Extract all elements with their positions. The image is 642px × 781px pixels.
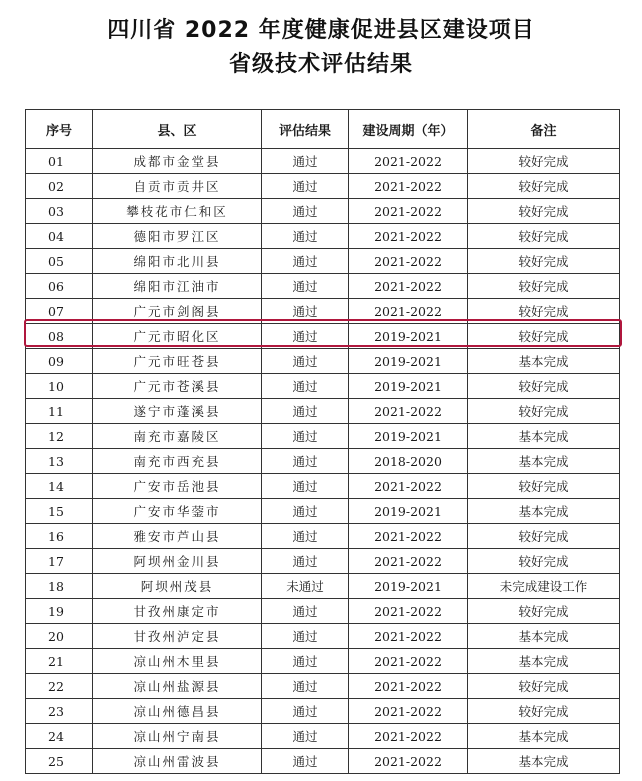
- header-county: 县、区: [93, 110, 262, 149]
- cell-county: 遂宁市蓬溪县: [93, 399, 262, 424]
- cell-index: 11: [26, 399, 93, 424]
- cell-remark: 基本完成: [468, 724, 620, 749]
- table-row: [26, 574, 620, 599]
- cell-period: 2018-2020: [349, 449, 468, 474]
- cell-result: 通过: [262, 424, 349, 449]
- cell-remark: 较好完成: [468, 599, 620, 624]
- cell-county: 绵阳市江油市: [93, 274, 262, 299]
- cell-county: 广安市华蓥市: [93, 499, 262, 524]
- cell-period: 2021-2022: [349, 274, 468, 299]
- cell-county: 凉山州木里县: [93, 649, 262, 674]
- cell-county: 凉山州盐源县: [93, 674, 262, 699]
- cell-index: 13: [26, 449, 93, 474]
- cell-period: 2019-2021: [349, 324, 468, 349]
- header-index: 序号: [26, 110, 93, 149]
- cell-result: 通过: [262, 649, 349, 674]
- cell-result: 未通过: [262, 574, 349, 599]
- cell-remark: 较好完成: [468, 199, 620, 224]
- cell-index: 04: [26, 224, 93, 249]
- cell-period: 2021-2022: [349, 599, 468, 624]
- cell-index: 10: [26, 374, 93, 399]
- cell-remark: 较好完成: [468, 224, 620, 249]
- cell-result: 通过: [262, 274, 349, 299]
- cell-index: 22: [26, 674, 93, 699]
- cell-remark: 基本完成: [468, 624, 620, 649]
- cell-county: 绵阳市北川县: [93, 249, 262, 274]
- cell-period: 2021-2022: [349, 649, 468, 674]
- cell-result: 通过: [262, 474, 349, 499]
- cell-period: 2021-2022: [349, 549, 468, 574]
- table-row: [26, 174, 620, 199]
- cell-result: 通过: [262, 449, 349, 474]
- table-row: [26, 674, 620, 699]
- cell-county: 凉山州雷波县: [93, 749, 262, 774]
- cell-index: 05: [26, 249, 93, 274]
- cell-index: 01: [26, 149, 93, 174]
- cell-result: 通过: [262, 624, 349, 649]
- cell-period: 2019-2021: [349, 349, 468, 374]
- cell-period: 2019-2021: [349, 574, 468, 599]
- cell-index: 25: [26, 749, 93, 774]
- cell-county: 甘孜州泸定县: [93, 624, 262, 649]
- cell-remark: 基本完成: [468, 649, 620, 674]
- table-row: [26, 399, 620, 424]
- cell-index: 07: [26, 299, 93, 324]
- table-body: [26, 149, 620, 774]
- cell-county: 阿坝州金川县: [93, 549, 262, 574]
- table-row: [26, 424, 620, 449]
- table-row: [26, 374, 620, 399]
- cell-county: 广元市剑阁县: [93, 299, 262, 324]
- cell-remark: 较好完成: [468, 524, 620, 549]
- cell-result: 通过: [262, 499, 349, 524]
- cell-result: 通过: [262, 599, 349, 624]
- cell-index: 24: [26, 724, 93, 749]
- cell-county: 成都市金堂县: [93, 149, 262, 174]
- cell-index: 20: [26, 624, 93, 649]
- cell-county: 广元市昭化区: [93, 324, 262, 349]
- cell-period: 2021-2022: [349, 299, 468, 324]
- cell-result: 通过: [262, 399, 349, 424]
- cell-period: 2021-2022: [349, 699, 468, 724]
- cell-remark: 较好完成: [468, 324, 620, 349]
- cell-result: 通过: [262, 724, 349, 749]
- table-header: [26, 110, 620, 149]
- title-line-1: 四川省 2022 年度健康促进县区建设项目: [107, 18, 535, 43]
- table-row: [26, 649, 620, 674]
- cell-result: 通过: [262, 324, 349, 349]
- cell-result: 通过: [262, 224, 349, 249]
- cell-result: 通过: [262, 174, 349, 199]
- cell-remark: 较好完成: [468, 174, 620, 199]
- table-row: [26, 199, 620, 224]
- cell-result: 通过: [262, 549, 349, 574]
- cell-remark: 未完成建设工作: [468, 574, 620, 599]
- cell-period: 2019-2021: [349, 374, 468, 399]
- cell-remark: 较好完成: [468, 149, 620, 174]
- header-result: 评估结果: [262, 110, 349, 149]
- cell-period: 2021-2022: [349, 724, 468, 749]
- cell-result: 通过: [262, 374, 349, 399]
- cell-result: 通过: [262, 674, 349, 699]
- table-row: [26, 724, 620, 749]
- cell-remark: 较好完成: [468, 699, 620, 724]
- cell-index: 19: [26, 599, 93, 624]
- cell-result: 通过: [262, 149, 349, 174]
- cell-remark: 基本完成: [468, 749, 620, 774]
- table-row: [26, 599, 620, 624]
- cell-index: 18: [26, 574, 93, 599]
- cell-period: 2021-2022: [349, 524, 468, 549]
- cell-remark: 较好完成: [468, 299, 620, 324]
- table-row: [26, 624, 620, 649]
- cell-county: 阿坝州茂县: [93, 574, 262, 599]
- cell-remark: 基本完成: [468, 349, 620, 374]
- cell-period: 2021-2022: [349, 224, 468, 249]
- cell-county: 雅安市芦山县: [93, 524, 262, 549]
- cell-period: 2021-2022: [349, 399, 468, 424]
- cell-county: 南充市嘉陵区: [93, 424, 262, 449]
- cell-result: 通过: [262, 524, 349, 549]
- cell-county: 广安市岳池县: [93, 474, 262, 499]
- header-row: [26, 110, 620, 149]
- cell-index: 14: [26, 474, 93, 499]
- cell-index: 17: [26, 549, 93, 574]
- cell-remark: 基本完成: [468, 424, 620, 449]
- document-title: [0, 14, 642, 82]
- cell-index: 15: [26, 499, 93, 524]
- cell-period: 2021-2022: [349, 749, 468, 774]
- table-row: [26, 449, 620, 474]
- table-row: [26, 349, 620, 374]
- cell-period: 2021-2022: [349, 624, 468, 649]
- cell-index: 06: [26, 274, 93, 299]
- cell-remark: 较好完成: [468, 274, 620, 299]
- table-row: [26, 499, 620, 524]
- cell-remark: 基本完成: [468, 449, 620, 474]
- cell-result: 通过: [262, 299, 349, 324]
- table-row: [26, 324, 620, 349]
- cell-county: 凉山州宁南县: [93, 724, 262, 749]
- cell-period: 2019-2021: [349, 499, 468, 524]
- cell-period: 2019-2021: [349, 424, 468, 449]
- cell-county: 德阳市罗江区: [93, 224, 262, 249]
- table-row: [26, 274, 620, 299]
- cell-index: 16: [26, 524, 93, 549]
- cell-index: 09: [26, 349, 93, 374]
- table-row: [26, 149, 620, 174]
- table-row: [26, 549, 620, 574]
- cell-result: 通过: [262, 349, 349, 374]
- cell-county: 凉山州德昌县: [93, 699, 262, 724]
- title-line-2: 省级技术评估结果: [228, 52, 413, 77]
- cell-index: 03: [26, 199, 93, 224]
- cell-period: 2021-2022: [349, 149, 468, 174]
- cell-index: 12: [26, 424, 93, 449]
- cell-remark: 较好完成: [468, 399, 620, 424]
- cell-county: 攀枝花市仁和区: [93, 199, 262, 224]
- table-row: [26, 474, 620, 499]
- cell-result: 通过: [262, 199, 349, 224]
- cell-index: 23: [26, 699, 93, 724]
- cell-index: 02: [26, 174, 93, 199]
- cell-remark: 较好完成: [468, 249, 620, 274]
- header-period: 建设周期（年）: [349, 110, 468, 149]
- header-remark: 备注: [468, 110, 620, 149]
- table-row: [26, 699, 620, 724]
- results-table: [25, 109, 620, 774]
- cell-remark: 较好完成: [468, 374, 620, 399]
- cell-period: 2021-2022: [349, 249, 468, 274]
- cell-result: 通过: [262, 749, 349, 774]
- cell-period: 2021-2022: [349, 174, 468, 199]
- table-row: [26, 299, 620, 324]
- cell-period: 2021-2022: [349, 674, 468, 699]
- cell-period: 2021-2022: [349, 199, 468, 224]
- cell-remark: 较好完成: [468, 674, 620, 699]
- cell-county: 广元市旺苍县: [93, 349, 262, 374]
- cell-result: 通过: [262, 249, 349, 274]
- table-row: [26, 749, 620, 774]
- cell-county: 广元市苍溪县: [93, 374, 262, 399]
- table-row: [26, 524, 620, 549]
- cell-county: 甘孜州康定市: [93, 599, 262, 624]
- cell-index: 21: [26, 649, 93, 674]
- cell-remark: 基本完成: [468, 499, 620, 524]
- cell-result: 通过: [262, 699, 349, 724]
- cell-index: 08: [26, 324, 93, 349]
- cell-county: 南充市西充县: [93, 449, 262, 474]
- table-row: [26, 224, 620, 249]
- cell-remark: 较好完成: [468, 474, 620, 499]
- cell-remark: 较好完成: [468, 549, 620, 574]
- table-row: [26, 249, 620, 274]
- cell-period: 2021-2022: [349, 474, 468, 499]
- cell-county: 自贡市贡井区: [93, 174, 262, 199]
